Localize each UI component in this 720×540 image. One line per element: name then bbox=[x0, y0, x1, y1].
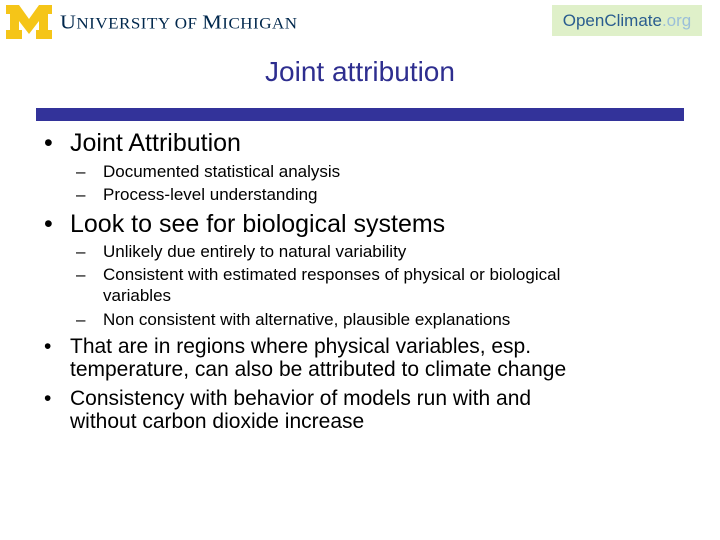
sub-bullet-text: Consistent with estimated responses of physical or biological bbox=[103, 265, 561, 284]
sub-bullet-text: Process-level understanding bbox=[103, 185, 318, 204]
bullet-text: Consistency with behavior of models run with and bbox=[70, 387, 532, 410]
sub-bullet-text: variables bbox=[103, 286, 172, 305]
sub-bullet-marker: – bbox=[76, 162, 86, 181]
openclimate-org-text: .org bbox=[661, 10, 692, 30]
openclimate-climate-text: Climate bbox=[604, 10, 662, 30]
bullet-text: Look to see for biological systems bbox=[70, 210, 446, 238]
bullet-marker: • bbox=[44, 335, 52, 358]
sub-bullet-marker: – bbox=[76, 242, 86, 261]
sub-bullet-marker: – bbox=[76, 265, 86, 284]
sub-bullet-marker: – bbox=[76, 185, 86, 204]
bullet-text: That are in regions where physical variables, esp. bbox=[70, 335, 532, 358]
sub-bullet-text: Documented statistical analysis bbox=[103, 162, 341, 181]
sub-bullet-text: Unlikely due entirely to natural variability bbox=[103, 242, 407, 261]
bullet-text: temperature, can also be attributed to climate change bbox=[70, 358, 567, 381]
slide-title: Joint attribution bbox=[265, 56, 455, 87]
bullet-text: Joint Attribution bbox=[70, 129, 241, 157]
sub-bullet-marker: – bbox=[76, 310, 86, 329]
bullet-text: without carbon dioxide increase bbox=[70, 410, 365, 433]
sub-bullet-text: Non consistent with alternative, plausible explanations bbox=[103, 310, 511, 329]
bullet-marker: • bbox=[44, 210, 53, 238]
university-wordmark: UNIVERSITY OF MICHIGAN bbox=[60, 10, 298, 34]
bullet-marker: • bbox=[44, 387, 52, 410]
openclimate-open-text: Open bbox=[562, 10, 605, 30]
bullet-marker: • bbox=[44, 129, 53, 157]
